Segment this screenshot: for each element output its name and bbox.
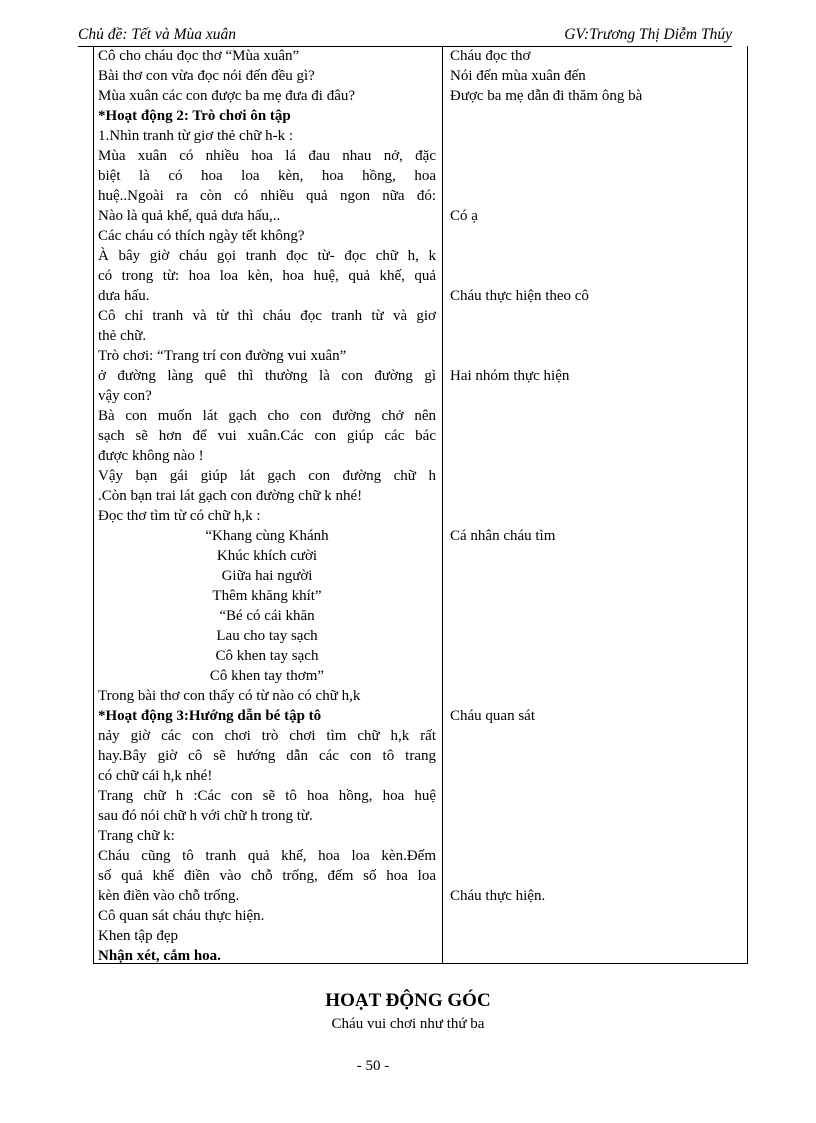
right-line: Cháu quan sát [450, 708, 535, 724]
left-line: Mùa xuân có nhiều hoa lá đau nhau nở, đặc [98, 148, 436, 164]
left-line: .Còn bạn trai lát gạch con đường chữ k nhé! [98, 488, 363, 504]
left-line: Nào là quả khế, quả dưa hấu,.. [98, 208, 281, 224]
left-line: dưa hấu. [98, 288, 150, 304]
left-line: Cô quan sát cháu thực hiện. [98, 908, 265, 924]
right-line: Cháu thực hiện. [450, 888, 546, 904]
left-line: ở đường làng quê thì thường là con đường gì [98, 368, 436, 384]
poem-line: Khúc khích cười [216, 548, 318, 564]
left-line: hay.Bây giờ cô sẽ hướng dẫn các con tô trang [98, 748, 436, 764]
left-line: Khen tập đẹp [98, 928, 178, 944]
closing-line: Nhận xét, cắm hoa. [98, 948, 221, 964]
right-line: Hai nhóm thực hiện [450, 368, 570, 384]
right-line: Cá nhân cháu tìm [450, 528, 556, 544]
teacher-activity-column [98, 46, 436, 966]
left-line: Cô chỉ tranh và từ thì cháu đọc tranh từ và giơ [98, 308, 436, 324]
left-line: Cô cho cháu đọc thơ “Mùa xuân” [98, 48, 300, 64]
left-line: 1.Nhìn tranh từ giơ thẻ chữ h-k : [98, 128, 293, 144]
left-line: Vậy bạn gái giúp lát gạch con đường chữ h [98, 468, 436, 484]
poem-line: Thêm khăng khít” [212, 588, 322, 604]
left-line: biệt là có hoa loa kèn, hoa hồng, hoa [98, 168, 436, 184]
left-line: số quả khế điền vào chỗ trống, đếm số hoa loa [98, 868, 436, 884]
left-line: Trong bài thơ con thấy có từ nào có chữ h,k [98, 688, 361, 704]
left-line: Bài thơ con vừa đọc nói đến đều gì? [98, 68, 315, 84]
left-line: Trang chữ k: [98, 828, 175, 844]
poem-line: “Khang cùng Khánh [205, 528, 329, 544]
left-line: sạch sẽ hơn để vui xuân.Các con giúp các bác [98, 428, 436, 444]
lesson-table [93, 46, 748, 964]
right-line: Cháu thực hiện theo cô [450, 288, 589, 304]
left-line: sau đó nói chữ h với chữ h trong từ. [98, 808, 313, 824]
section-title: HOẠT ĐỘNG GÓC [325, 990, 491, 1011]
left-line: huệ..Ngoài ra còn có nhiều quả ngon nữa đó: [98, 188, 436, 204]
activity-heading: *Hoạt động 2: Trò chơi ôn tập [98, 108, 291, 124]
left-line: Trò chơi: “Trang trí con đường vui xuân” [98, 348, 347, 364]
activity-heading: *Hoạt động 3:Hướng dẫn bé tập tô [98, 708, 322, 724]
left-line: Cháu cũng tô tranh quả khế, hoa loa kèn.Đếm [98, 848, 436, 864]
poem-line: Cô khen tay sạch [215, 648, 319, 664]
teacher-label: GV:Trương Thị Diễm Thúy [564, 26, 732, 43]
child-activity-column [450, 46, 740, 906]
poem-line: Giữa hai người [221, 568, 313, 584]
poem-line: Lau cho tay sạch [216, 628, 318, 644]
left-line: thẻ chữ. [98, 328, 147, 344]
right-line: Có ạ [450, 208, 478, 224]
section-subtitle: Cháu vui chơi như thứ ba [331, 1016, 485, 1032]
left-line: có trong từ: hoa loa kèn, hoa huệ, quả khế, quả [98, 268, 436, 284]
poem-line: Cô khen tay thơm” [209, 668, 325, 684]
left-line: có chữ cái h,k nhé! [98, 768, 213, 784]
left-line: Bà con muốn lát gạch cho con đường chở nên [98, 408, 436, 424]
poem-line: “Bé có cái khăn [219, 608, 315, 624]
left-line: Các cháu có thích ngày tết không? [98, 228, 305, 244]
left-line: Đọc thơ tìm từ có chữ h,k : [98, 508, 261, 524]
page-header [78, 26, 732, 46]
page-number: - 50 - [356, 1058, 390, 1074]
left-line: được không nào ! [98, 448, 204, 464]
left-line: nảy giờ các con chơi trò chơi tìm chữ h,k rất [98, 728, 436, 744]
topic-label: Chủ đề: Tết và Mùa xuân [78, 26, 236, 43]
left-line: vậy con? [98, 388, 152, 404]
left-line: Mùa xuân các con được ba mẹ đưa đi đâu? [98, 88, 356, 104]
column-divider [442, 46, 443, 963]
right-line: Cháu đọc thơ [450, 48, 531, 64]
left-line: À bây giờ cháu gọi tranh đọc từ- đọc chữ h, k [98, 248, 436, 264]
left-line: kèn điền vào chỗ trống. [98, 888, 240, 904]
right-line: Nói đến mùa xuân đến [450, 68, 586, 84]
right-line: Được ba mẹ dẫn đi thăm ông bà [450, 88, 643, 104]
left-line: Trang chữ h :Các con sẽ tô hoa hồng, hoa huệ [98, 788, 436, 804]
